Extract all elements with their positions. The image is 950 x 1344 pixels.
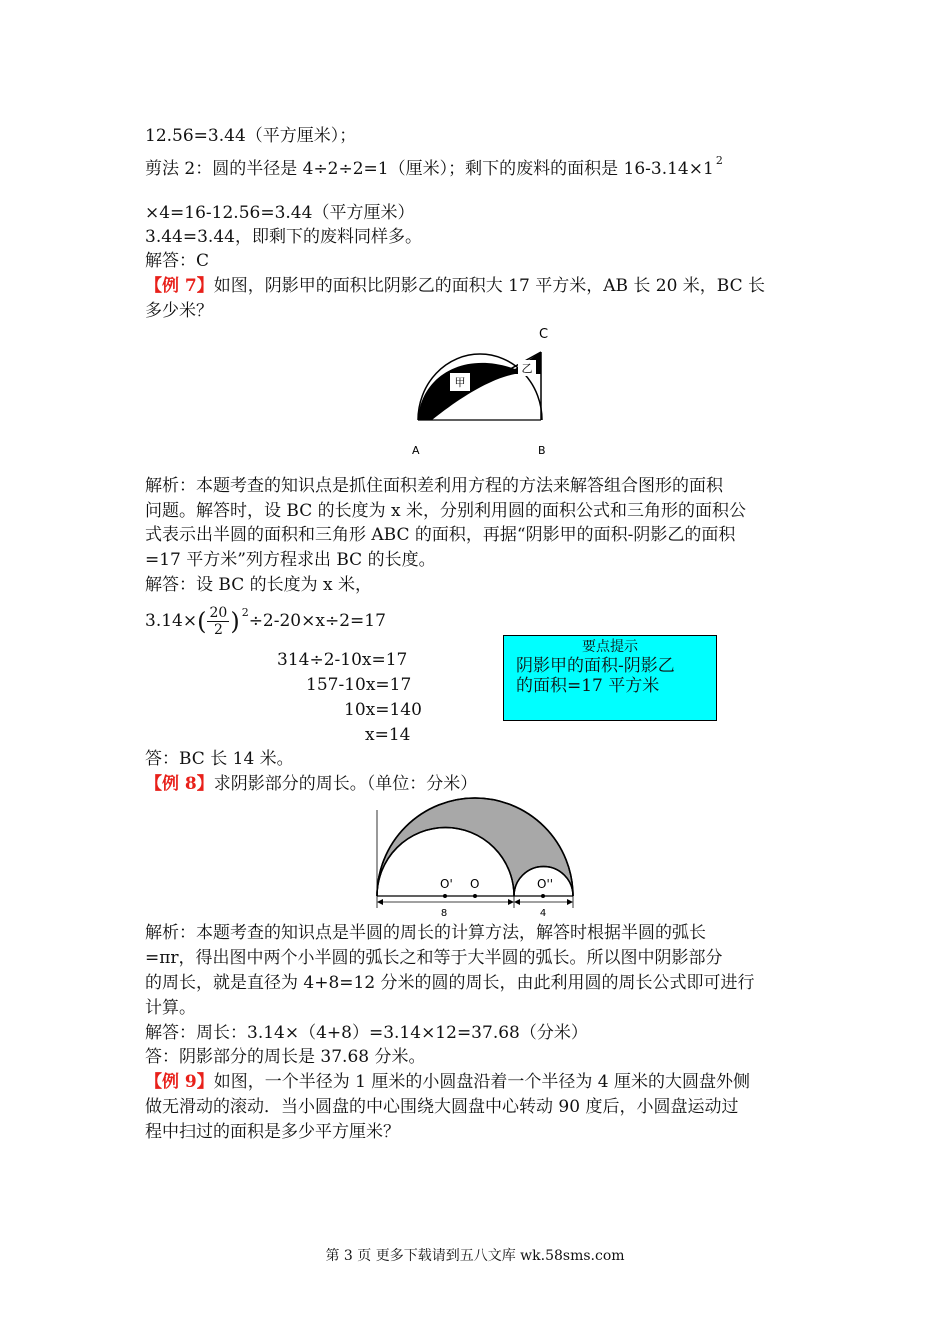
example-8-final: 答：阴影部分的周长是 37.68 分米。 [145, 1047, 426, 1067]
equation-4: 10x=140 [344, 700, 422, 720]
label-yi: 乙 [521, 362, 533, 375]
eq-prefix: 3.14× [145, 611, 198, 631]
key-point-box [503, 635, 717, 721]
answer-line: 解答：周长：3.14×（4+8）=3.14×12=37.68（分米） [145, 1023, 588, 1043]
equation-1 [145, 603, 386, 641]
dimension-label-4: 4 [539, 908, 547, 919]
analysis-line: =17 平方米”列方程求出 BC 的长度。 [145, 550, 436, 570]
example-tag: 【例 9】 [145, 1072, 214, 1092]
example-7-question [145, 274, 765, 298]
text-line: ×4=16-12.56=3.44（平方厘米） [145, 203, 415, 223]
arrow-head [567, 899, 573, 905]
example-9-question [145, 1070, 750, 1094]
equation-5: x=14 [365, 725, 411, 745]
analysis-line: 解析：本题考查的知识点是抓住面积差利用方程的方法来解答组合图形的面积 [145, 476, 723, 496]
analysis-line: 计算。 [145, 998, 196, 1018]
example-7-figure [400, 322, 560, 462]
equation-2: 314÷2-10x=17 [277, 650, 408, 670]
analysis-line: 解析：本题考查的知识点是半圆的周长的计算方法，解答时根据半圆的弧长 [145, 923, 706, 943]
fraction [207, 605, 229, 638]
analysis-line: 式表示出半圆的面积和三角形 ABC 的面积，再据“阴影甲的面积-阴影乙的面积 [145, 525, 736, 545]
analysis-line: =πr，得出图中两个小半圆的弧长之和等于大半圆的弧长。所以图中阴影部分 [145, 948, 723, 968]
label-o2: O'' [537, 877, 554, 891]
question-text: 求阴影部分的周长。（单位：分米） [213, 774, 478, 794]
analysis-line: 问题。解答时，设 BC 的长度为 x 米，分别利用圆的面积公式和三角形的面积公 [145, 501, 747, 521]
key-point-title: 要点提示 [582, 639, 638, 655]
text-line: 多少米？ [145, 301, 213, 321]
label-c: C [539, 327, 549, 342]
paren-close: ) [230, 607, 240, 636]
equation-3: 157-10x=17 [306, 675, 412, 695]
analysis-line: 的周长，就是直径为 4+8=12 分米的圆的周长，由此利用圆的周长公式即可进行 [145, 973, 755, 993]
text-line: 解答：C [145, 251, 210, 271]
label-jia: 甲 [454, 376, 466, 389]
dimension-label-8: 8 [440, 908, 448, 919]
text-line [145, 154, 723, 183]
paren-open: ( [197, 607, 207, 636]
key-point-line: 阴影甲的面积-阴影乙 [516, 656, 675, 676]
example-7-final: 答：BC 长 14 米。 [145, 749, 294, 769]
key-point-line: 的面积=17 平方米 [516, 676, 660, 696]
fraction-denominator: 2 [213, 622, 223, 638]
label-a: A [412, 444, 420, 457]
label-o: O [470, 877, 480, 891]
eq-suffix: ÷2-20×x÷2=17 [248, 611, 386, 631]
center-o [473, 894, 477, 898]
text-line: 程中扫过的面积是多少平方厘米？ [145, 1122, 400, 1142]
example-8-figure [372, 792, 582, 932]
text-line: 3.44=3.44，即剩下的废料同样多。 [145, 227, 422, 247]
arrow-head [514, 899, 520, 905]
arrow-head [508, 899, 514, 905]
text-line: 12.56=3.44（平方厘米）； [145, 126, 357, 146]
center-o1 [443, 894, 447, 898]
question-text: 如图，阴影甲的面积比阴影乙的面积大 17 平方米，AB 长 20 米，BC 长 [213, 276, 766, 296]
fraction-numerator: 20 [209, 605, 228, 621]
label-o1: O' [440, 877, 453, 891]
text-span: 剪法 2：圆的半径是 4÷2÷2=1（厘米）；剩下的废料的面积是 16-3.14×1 [145, 159, 714, 179]
text-line: 做无滑动的滚动．当小圆盘的中心围绕大圆盘中心转动 90 度后，小圆盘运动过 [145, 1097, 739, 1117]
page-footer: 第 3 页 更多下载请到五八文库 wk.58sms.com [325, 1248, 625, 1264]
superscript: 2 [715, 154, 723, 167]
label-b: B [538, 444, 546, 457]
superscript: 2 [241, 606, 249, 619]
question-text: 如图，一个半径为 1 厘米的小圆盘沿着一个半径为 4 厘米的大圆盘外侧 [213, 1072, 750, 1092]
arrow-head [377, 899, 383, 905]
answer-intro: 解答：设 BC 的长度为 x 米， [145, 575, 373, 595]
example-tag: 【例 7】 [145, 276, 214, 296]
example-tag: 【例 8】 [145, 774, 214, 794]
center-o2 [541, 894, 545, 898]
